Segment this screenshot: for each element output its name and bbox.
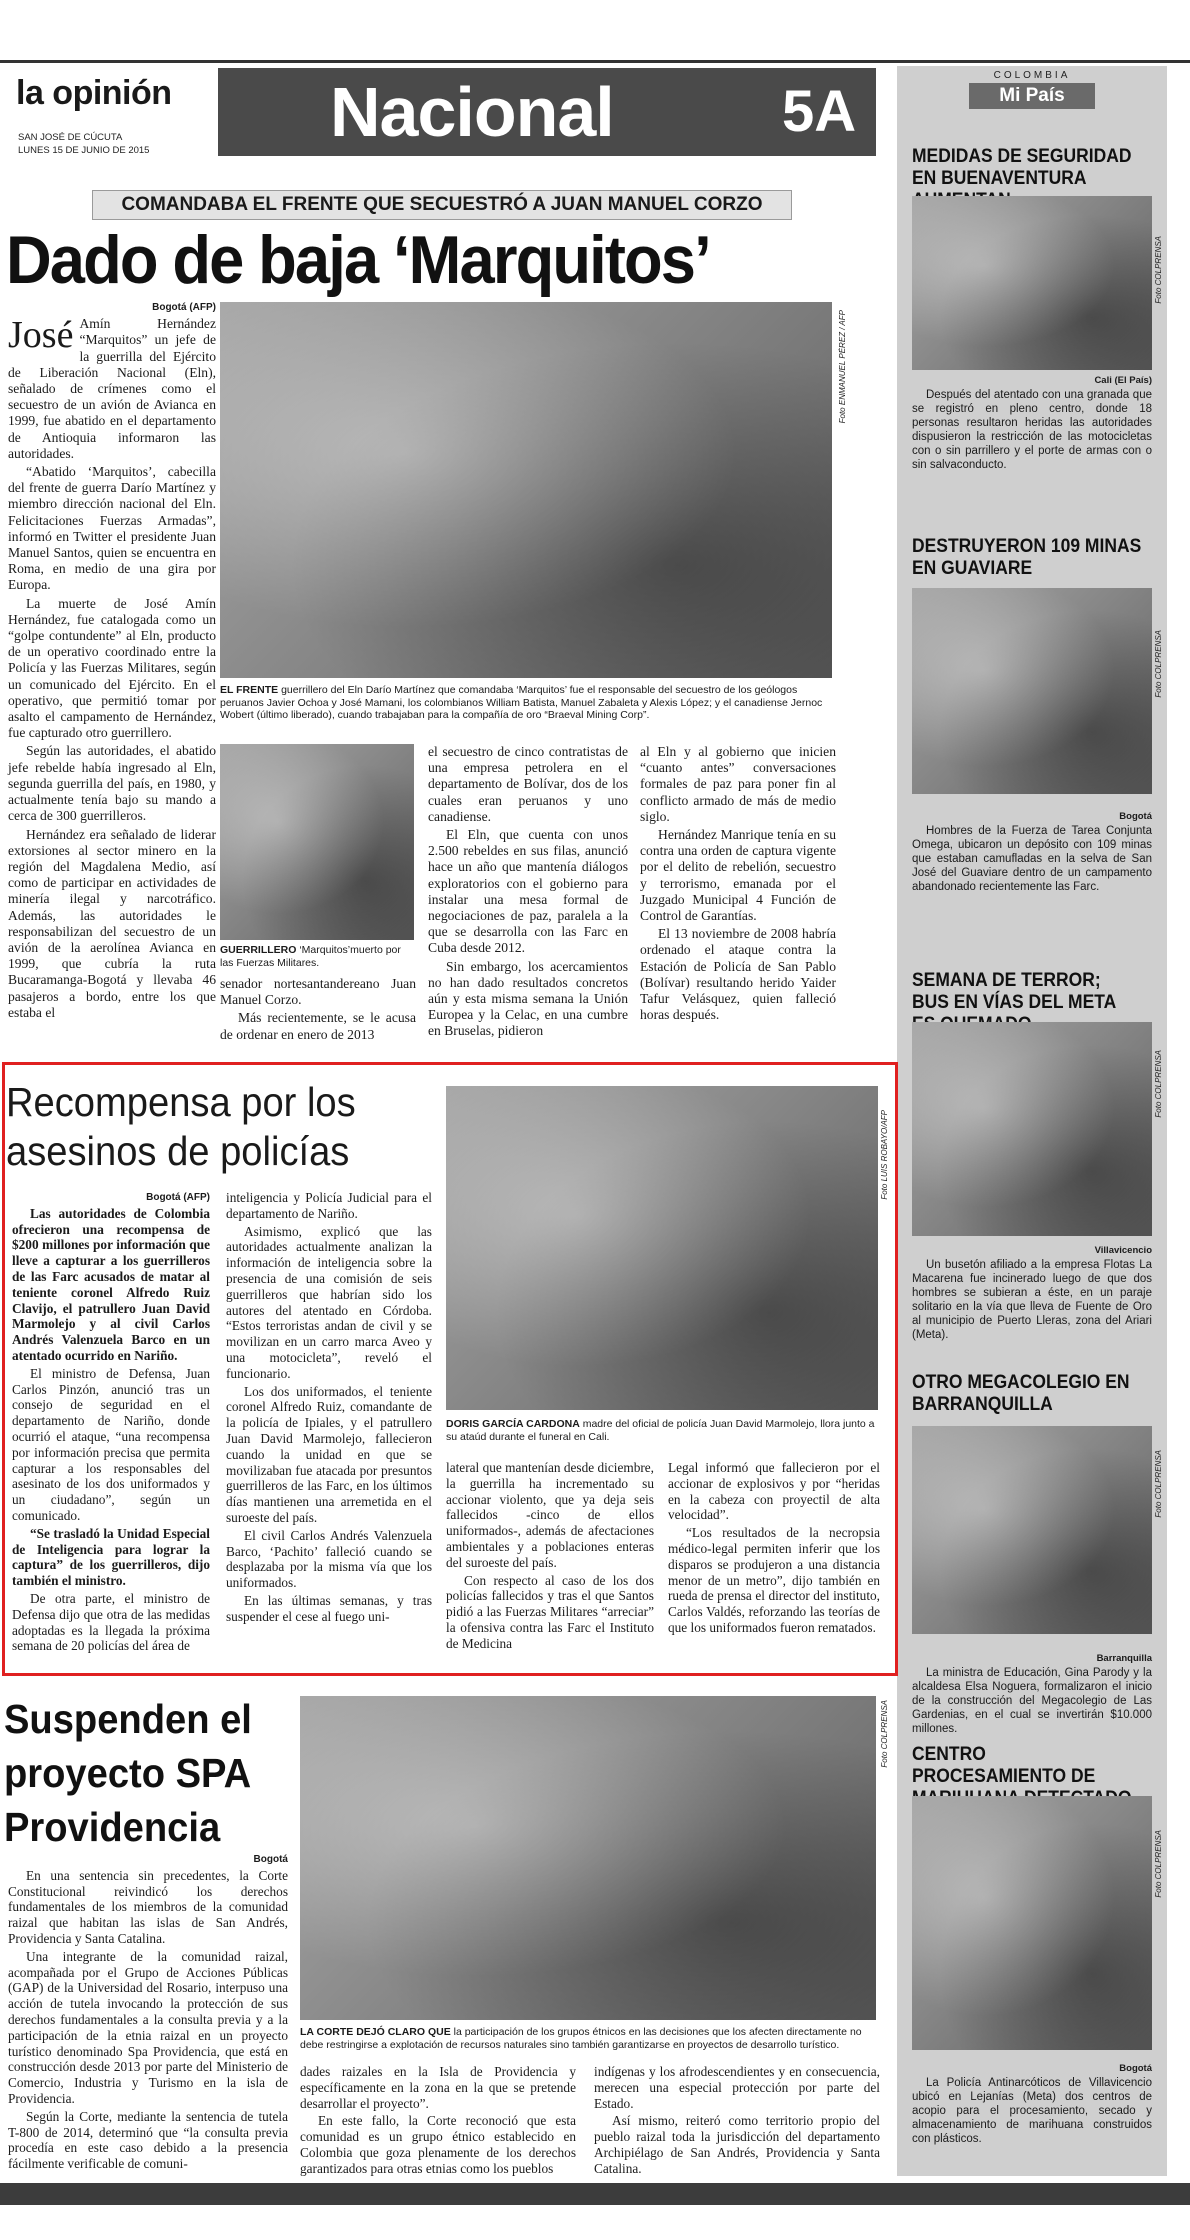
rail-headline-marihuana: CENTRO PROCESAMIENTO DE xyxy=(912,1744,1096,1787)
reward-column-2 xyxy=(226,1190,432,1627)
caption-lead: DORIS GARCÍA CARDONA xyxy=(446,1418,580,1430)
spa-paragraph: Según la Corte, mediante la sentencia de tutela T-800 de 2014, determinó que “la consulta previa procedía en este caso debido a la presencia fácilmente verificable de comuni- xyxy=(8,2108,288,2172)
rail-headline-buenaventura: MEDIDAS DE SEGURIDAD EN BUENAVENTURA xyxy=(912,146,1132,189)
newspaper-logo: la opinión xyxy=(16,74,172,112)
rail-section-title: Mi País xyxy=(969,83,1094,109)
reward-paragraph: “Se trasladó la Unidad Especial de Inteligencia para lograr la captura” de los guerrilleros, dijo también el ministro. xyxy=(12,1525,210,1589)
rail-photo-credit: Foto COLPRENSA xyxy=(1154,1050,1163,1118)
rail-dateline: Barranquilla xyxy=(1096,1653,1152,1664)
lead-dateline: Bogotá (AFP) xyxy=(152,302,216,313)
lead-photo-group xyxy=(220,302,832,678)
rail-dateline: Bogotá xyxy=(1119,811,1152,822)
reward-paragraph: Los dos uniformados, el teniente coronel Alfredo Ruiz, comandante de la policía de Ipiales, y el patrullero Juan David Marmolejo, fallecieron cuando la unidad en que se movilizaban fue atacada por presuntos guerrilleros de las Farc, en los últimos días mantienen una arremetida en el suroeste del país. xyxy=(226,1383,432,1525)
rail-story-marihuana xyxy=(912,2062,1152,2146)
bottom-bar xyxy=(0,2183,1190,2205)
lead-paragraph: El Eln, que cuenta con unos 2.500 rebeldes en sus filas, anunció hace un año que mantenía diálogos exploratorios con el gobierno para instalar una mesa formal de negociaciones de paz, paralela a la que se desarrolla con las Farc en Cuba desde 2012. xyxy=(428,827,628,956)
rail-dateline: Villavicencio xyxy=(1094,1245,1152,1256)
lead-headline: Dado de baja ‘Marquitos’ xyxy=(6,222,710,298)
lead-column-2 xyxy=(220,976,416,1045)
rail-story-guaviare xyxy=(912,810,1152,894)
reward-paragraph: lateral que mantenían desde diciembre, la guerrilla ha incrementado su accionar violento, que ya deja seis fallecidos -cinco de ellos uniformados-, además de afectaciones ambientales y a poblaciones enteras del suroeste del país. xyxy=(446,1460,654,1570)
rail-story-text: Hombres de la Fuerza de Tarea Conjunta Omega, ubicaron un depósito con 109 minas que estaban camufladas en la selva de San José del Guaviare dentro de un campamento abandonado recientemente las Farc. xyxy=(912,825,1152,893)
dropcap: José xyxy=(8,314,74,357)
reward-column-1 xyxy=(12,1190,210,1656)
reward-column-3 xyxy=(446,1460,654,1654)
reward-column-4 xyxy=(668,1460,880,1638)
rail-photo-grenade xyxy=(912,196,1152,370)
lead-column-4 xyxy=(640,744,836,1025)
lead-photo-mugshot xyxy=(220,744,414,940)
caption-lead: LA CORTE DEJÓ CLARO QUE xyxy=(300,2026,451,2038)
spa-headline: Suspenden el proyecto SPA Providencia xyxy=(4,1696,252,1850)
rail-photo-credit: Foto COLPRENSA xyxy=(1154,236,1163,304)
lead-paragraph: “Abatido ‘Marquitos’, cabecilla del frente de guerra Darío Martínez y miembro dirección nacional del Eln. Felicitaciones Fuerzas Armadas”, informó en Twitter el presidente Juan Manuel Santos, quien se encuentra en Roma, en medio de una gira por Europa. xyxy=(8,464,216,593)
rail-story-megacolegio xyxy=(912,1652,1152,1736)
rail-photo-credit: Foto COLPRENSA xyxy=(1154,630,1163,698)
lead-paragraph: Hernández Manrique tenía en su contra una orden de captura vigente por el delito de rebelión, secuestro y terrorismo, emanada por el Juzgado Municipal 4 Función de Control de Garantías. xyxy=(640,827,836,924)
lead-photo-credit: Foto ENMANUEL PÉREZ / AFP xyxy=(838,310,847,424)
rail-photo-credit: Foto COLPRENSA xyxy=(1154,1450,1163,1518)
spa-paragraph: En una sentencia sin precedentes, la Corte Constitucional reivindicó los derechos fundamentales de los miembros de la comunidad raizal que habitan las islas de San Andrés, Providencia y Santa Catalina. xyxy=(8,1867,288,1946)
reward-paragraph: Legal informó que fallecieron por el accionar de explosivos y por “heridas en la cabeza con proyectil de alta velocidad”. xyxy=(668,1460,880,1523)
spa-photo-island xyxy=(300,1696,876,2020)
rail-headline-megacolegio: OTRO MEGACOLEGIO EN BARRANQUILLA xyxy=(912,1372,1130,1415)
caption-text: guerrillero del Eln Darío Martínez que comandaba ‘Marquitos’ fue el responsable del secuestro de los geólogos peruanos Javier Ochoa y José Mamani, los colombianos William Batista, Manuel Zabaleta y Alexis López; y el canadiense Jernoc Wobert (último liberado), cuando trabajaban para la compañía de oro “Braeval Mining Corp”. xyxy=(220,684,823,721)
rail-headline-bus: SEMANA DE TERROR; BUS EN VÍAS DEL META xyxy=(912,970,1116,1013)
rail-dateline: Cali (El País) xyxy=(1094,375,1152,386)
lead-paragraph: Hernández era señalado de liderar extorsiones al sector minero en la región del Magdalena Medio, así como de participar en actividades de minería ilegal y narcotráfico. Además, las autoridades le responsabilizan del secuestro de un avión de la aerolínea Avianca en 1999, que cubría la ruta Bucaramanga-Bogotá y llevaba 46 pasajeros a bordo, entre los que estaba el xyxy=(8,826,216,1020)
rail-story-buenaventura xyxy=(912,374,1152,472)
rail-dateline: Bogotá xyxy=(1119,2063,1152,2074)
spa-column-3 xyxy=(594,2064,880,2179)
lead-paragraph: Más recientemente, se le acusa de ordenar en enero de 2013 xyxy=(220,1010,416,1042)
rail-photo-credit: Foto COLPRENSA xyxy=(1154,1830,1163,1898)
reward-dateline: Bogotá (AFP) xyxy=(146,1192,210,1203)
spa-photo-credit: Foto COLPRENSA xyxy=(880,1700,889,1768)
spa-paragraph: Una integrante de la comunidad raizal, acompañada por el Grupo de Acciones Públicas (GAP) de la Universidad del Rosario, interpuso una acción de tutela invocando la protección de sus derechos fundamentales a la consulta previa y a la participación de la etnia raizal en un proyecto turístico denominado Spa Providencia, que está en construcción desde 2013 por parte del Ministerio de Comercio, Industria y Turismo en la isla de Providencia. xyxy=(8,1948,288,2106)
masthead-date: LUNES 15 DE JUNIO DE 2015 xyxy=(18,145,150,156)
rail-photo-soldiers xyxy=(912,588,1152,794)
reward-paragraph: Asimismo, explicó que las autoridades actualmente analizan la información de inteligencia sobre la presencia de una comisión de seis guerrilleros que habrían sido los autores del atentado en Córdoba. “Estos terroristas andan de civil y se movilizan en un carro marca Aveo y una motocicleta”, reveló el funcionario. xyxy=(226,1223,432,1381)
lead-column-3 xyxy=(428,744,628,1042)
caption-text: ‘Marquitos’muerto por las Fuerzas Militares. xyxy=(220,944,401,969)
rail-story-bus xyxy=(912,1244,1152,1342)
rail-headline-guaviare: DESTRUYERON 109 MINAS EN GUAVIARE xyxy=(912,536,1142,579)
reward-paragraph: “Los resultados de la necropsia médico-legal permiten inferir que los disparos se produjeron a una distancia menor de un metro”, dijo también en rueda de prensa el director del instituto, Carlos Valdés, reforzando las teorías de que los uniformados fueron rematados. xyxy=(668,1525,880,1635)
page-number: 5A xyxy=(782,79,857,144)
caption-lead: EL FRENTE xyxy=(220,684,279,696)
mugshot-caption xyxy=(220,944,416,969)
reward-paragraph: El civil Carlos Andrés Valenzuela Barco, ‘Pachito’ falleció cuando se desplazaba por la misma vía que los uniformados. xyxy=(226,1527,432,1591)
lead-column-1 xyxy=(8,300,216,1023)
spa-paragraph: dades raizales en la Isla de Providencia y específicamente en la zona en la que se pretende desarrollar el proyecto”. xyxy=(300,2064,576,2111)
spa-column-2 xyxy=(300,2064,576,2179)
lead-paragraph: La muerte de José Amín Hernández, fue catalogada como un “golpe contundente” al Eln, producto de un operativo coordinado entre la Policía y las Fuerzas Militares, según un comunicado del Ejército. En el operativo, que permitió tomar por asalto el campamento de Hernández, fue capturado otro guerrillero. xyxy=(8,595,216,741)
reward-paragraph: Las autoridades de Colombia ofrecieron una recompensa de $200 millones por información que lleve a capturar a los guerrilleros de las Farc acusados de matar al teniente coronel Alfredo Ruiz Clavijo, el patrullero Juan David Marmolejo y al civil Carlos Andrés Valenzuela Barco en un atentado ocurrido en Nariño. xyxy=(12,1205,210,1363)
reward-photo-funeral xyxy=(446,1086,878,1410)
lead-paragraph: al Eln y al gobierno que inicien “cuanto antes” conversaciones formales de paz para poner fin al conflicto armado de más de medio siglo. xyxy=(640,744,836,824)
masthead-city: SAN JOSÉ DE CÚCUTA xyxy=(18,132,123,143)
spa-photo-caption xyxy=(300,2026,878,2051)
spa-paragraph: Así mismo, reiteró como territorio propio del pueblo raizal toda la jurisdicción del departamento Archipiélago de San Andrés, Providencia y Santa Catalina. xyxy=(594,2113,880,2176)
section-title: Nacional xyxy=(330,73,614,151)
spa-dateline: Bogotá xyxy=(253,1854,288,1865)
lead-kicker: COMANDABA EL FRENTE QUE SECUESTRÓ A JUAN MANUEL CORZO xyxy=(92,190,792,220)
reward-photo-credit: Foto LUIS ROBAYO/AFP xyxy=(880,1110,889,1200)
spa-paragraph: En este fallo, la Corte reconoció que esta comunidad es un grupo étnico establecido en Colombia que goza plenamente de los derechos garantizados para otras etnias como los pueblos xyxy=(300,2113,576,2176)
top-rule xyxy=(0,60,1190,63)
reward-paragraph: Con respecto al caso de los dos policías fallecidos y tras el que Santos pidió a las Fuerzas Militares “arreciar” la ofensiva contra las Farc el Instituto de Medicina xyxy=(446,1572,654,1651)
rail-country: COLOMBIA xyxy=(993,70,1071,81)
lead-paragraph: Según las autoridades, el abatido jefe rebelde había ingresado al Eln, segunda guerrilla del país, en 1980, y actualmente tenía bajo su mando a cerca de 300 guerrilleros. xyxy=(8,743,216,824)
rail-photo-plants xyxy=(912,1796,1152,2050)
reward-paragraph: En las últimas semanas, y tras suspender el cese al fuego uni- xyxy=(226,1592,432,1624)
reward-headline: Recompensa por los asesinos de policías xyxy=(6,1079,356,1174)
rail-photo-officials xyxy=(912,1426,1152,1634)
rail-story-text: La Policía Antinarcóticos de Villavicencio ubicó en Lejanías (Meta) dos centros de acopio para el procesamiento, secado y almacenamiento de marihuana construidos con plásticos. xyxy=(912,2077,1152,2145)
spa-column-1 xyxy=(8,1852,288,2174)
spa-paragraph: indígenas y los afrodescendientes y en consecuencia, merecen una especial protección por parte del Estado. xyxy=(594,2064,880,2111)
rail-story-text: Un busetón afiliado a la empresa Flotas La Macarena fue incinerado luego de que dos hombres se subieran a éste, en un paraje solitario en la vía que lleva de Fuente de Oro al municipio de Puerto Lleras, zona del Ariari (Meta). xyxy=(912,1259,1152,1341)
reward-paragraph: inteligencia y Policía Judicial para el departamento de Nariño. xyxy=(226,1190,432,1221)
caption-lead: GUERRILLERO xyxy=(220,944,297,956)
lead-paragraph: Sin embargo, los acercamientos no han dado resultados concretos aún y esta misma semana la Unión Europea y la Celac, en una cumbre en Bruselas, pidieron xyxy=(428,958,628,1039)
lead-paragraph: José Amín Hernández “Marquitos” un jefe de la guerrilla del Ejército de Liberación Nacional (Eln), señalado de crímenes como el secuestro de un avión de Avianca en 1999, fue abatido en el departamento de Antioquia informaron las autoridades. xyxy=(8,314,216,461)
lead-paragraph: senador nortesantandereano Juan Manuel Corzo. xyxy=(220,976,416,1008)
reward-photo-caption xyxy=(446,1418,878,1443)
rail-photo-burned-bus xyxy=(912,1022,1152,1236)
rail-story-text: Después del atentado con una granada que se registró en pleno centro, donde 18 personas resultaron heridas las autoridades dispusieron la restricción de las motocicletas con o sin parrillero y el porte de armas con o sin salvaconducto. xyxy=(912,389,1152,471)
lead-paragraph: El 13 noviembre de 2008 habría ordenado el ataque contra la Estación de Policía de San Pablo (Bolívar) resultando herido Yaider Tafur Velásquez, quien falleció horas después. xyxy=(640,926,836,1023)
caption-text: madre del oficial de policía Juan David Marmolejo, llora junto a su ataúd durante el funeral en Cali. xyxy=(446,1418,875,1443)
lead-paragraph: el secuestro de cinco contratistas de una empresa petrolera en el departamento de Bolívar, dos de los cuales eran peruanos y uno canadiense. xyxy=(428,744,628,824)
reward-paragraph: El ministro de Defensa, Juan Carlos Pinzón, anunció tras un consejo de seguridad en el departamento de Nariño, donde ocurrió el ataque, “una recompensa por información precisa que permita capturar a los responsables del asesinato de los dos uniformados y un ciudadano”, según un comunicado. xyxy=(12,1365,210,1523)
caption-text: la participación de los grupos étnicos en las decisiones que los afecten directamente no debe restringirse a explotación de recursos naturales sino también garantizarse en proyectos de desarrollo turístico. xyxy=(300,2026,862,2051)
lead-photo-caption xyxy=(220,684,836,722)
rail-story-text: La ministra de Educación, Gina Parody y la alcaldesa Elsa Noguera, formalizaron el inicio de la construcción del Megacolegio de Las Gardenias, en el cual se invertirán $10.000 millones. xyxy=(912,1667,1152,1735)
reward-paragraph: De otra parte, el ministro de Defensa dijo que otra de las medidas adoptadas es la llegada la próxima semana de 20 policías del área de xyxy=(12,1590,210,1654)
rail-header xyxy=(897,70,1167,109)
